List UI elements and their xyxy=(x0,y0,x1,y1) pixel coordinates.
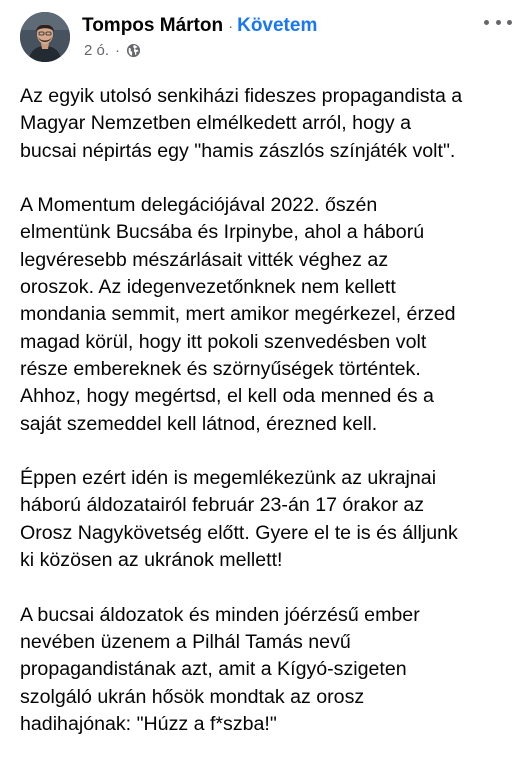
post-header xyxy=(0,0,526,78)
post-timestamp[interactable]: 2 ó. xyxy=(84,42,110,59)
author-name-link[interactable]: Tompos Márton xyxy=(82,15,224,36)
post-meta xyxy=(84,42,141,59)
name-separator: · xyxy=(228,18,234,35)
more-dot xyxy=(496,20,501,25)
post-paragraph-4: A bucsai áldozatok és minden jóérzésű ember nevében üzenem a Pilhál Tamás nevű propagandistának azt, amit a Kígyó-szigeten szolgáló ukrán hősök mondtak az orosz hadihajónak: "Húzz a f*szba!" xyxy=(20,603,420,735)
post-text xyxy=(20,83,520,765)
more-dot xyxy=(507,20,512,25)
post-paragraph-1: Az egyik utolsó senkiházi fideszes propagandista a Magyar Nemzetben elmélkedett arról, hogy a bucsai népirtás egy "hamis zászlós színjáték volt". xyxy=(20,85,463,162)
post-paragraph-2: A Momentum delegációjával 2022. őszén elmentünk Bucsába és Irpinybe, ahol a háború legvéresebb mészárlásait vitték véghez az oroszok. Az idegenvezetőnknek nem kellett mondania semmit, mert amikor megérkezel, érzed magad körül, hogy itt pokoli szenvedésben volt része embereknek és szörnyűségek történtek. Ahhoz, hogy megértsd, el kell oda menned és a saját szemeddel kell látnod, érezned kell. xyxy=(20,194,456,435)
avatar[interactable] xyxy=(20,12,70,62)
meta-separator: · xyxy=(115,42,121,59)
post-paragraph-3: Éppen ezért idén is megemlékezünk az ukrajnai háború áldozatairól február 23-án 17 órakor az Orosz Nagykövetség előtt. Gyere el te is és álljunk ki közösen az ukránok mellett! xyxy=(20,467,458,572)
author-line xyxy=(82,13,317,40)
avatar-image xyxy=(20,12,70,62)
more-dot xyxy=(484,20,489,25)
more-options-icon[interactable] xyxy=(484,12,512,32)
globe-icon[interactable] xyxy=(126,43,141,58)
follow-button[interactable]: Követem xyxy=(237,15,318,36)
